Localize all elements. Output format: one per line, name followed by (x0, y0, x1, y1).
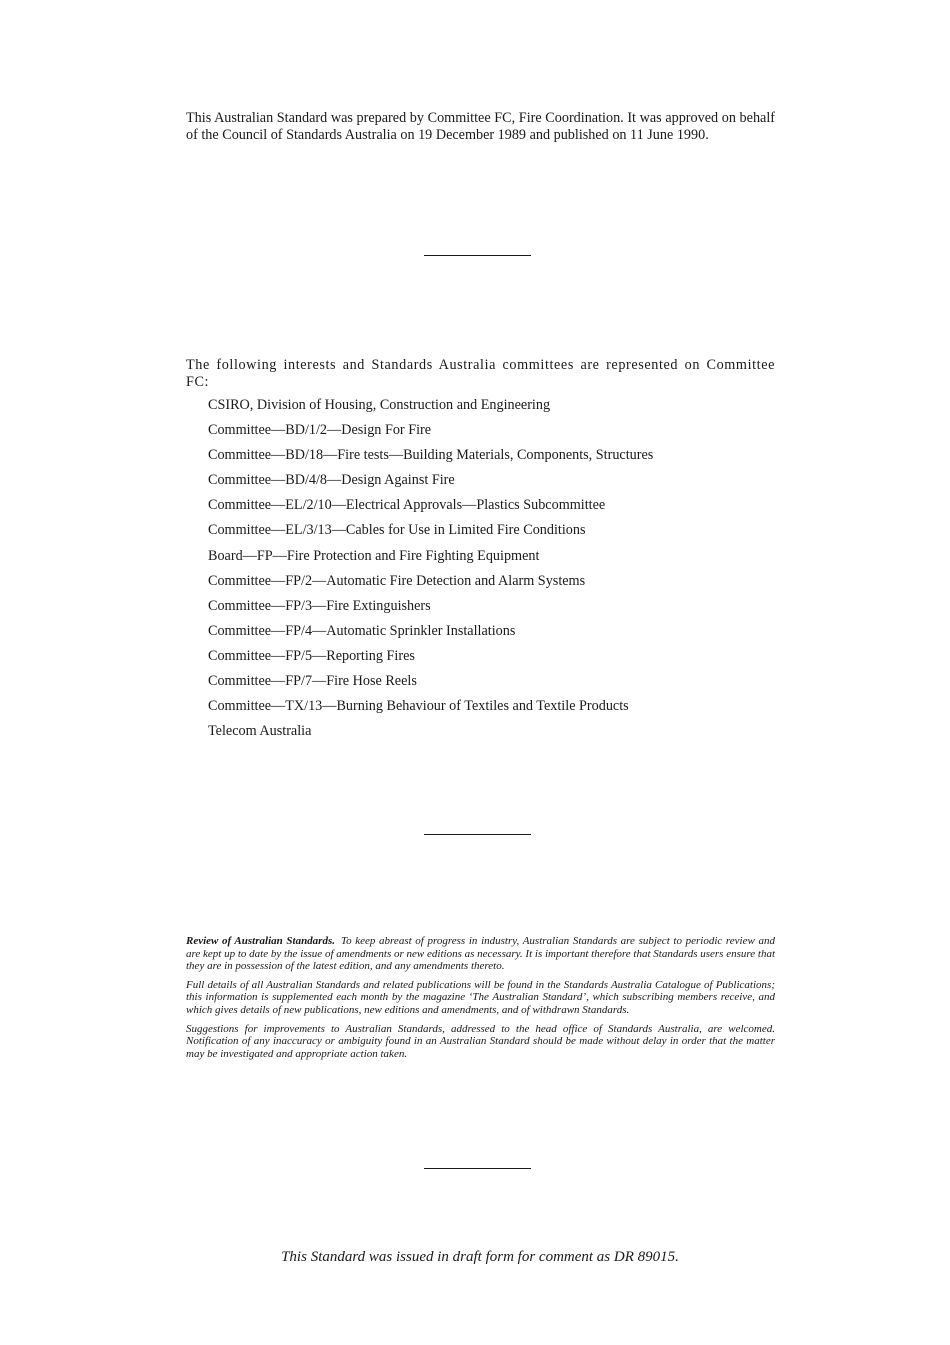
review-text: To keep abreast of progress in industry, Australian Standards are subject to periodic review and are kept up to date by the issue of amendments or new editions as necessary. It is important therefore that Standards users ensure that they are in possession of the latest edition, and any amendments thereto. (186, 935, 775, 973)
list-item: Committee—FP/2—Automatic Fire Detection and Alarm Systems (208, 572, 586, 589)
list-item: Committee—BD/1/2—Design For Fire (208, 422, 432, 439)
preparation-statement-text: This Australian Standard was prepared by Committee FC, Fire Coordination. It was approved on behalf of the Council of Standards Australia on 19 December 1989 and published on 11 June 1990. (186, 110, 775, 143)
review-notice (186, 935, 775, 1066)
list-item: Telecom Australia (208, 723, 312, 740)
committee-interests-section (186, 357, 775, 748)
divider-rule (424, 255, 531, 256)
review-paragraph (186, 935, 775, 973)
interests-heading: The following interests and Standards Australia committees are represented on Committee FC: (186, 357, 775, 390)
list-item: Committee—FP/5—Reporting Fires (208, 647, 415, 664)
list-item: Board—FP—Fire Protection and Fire Fighting Equipment (208, 547, 540, 564)
divider-rule (424, 1168, 531, 1169)
list-item: Committee—BD/18—Fire tests—Building Materials, Components, Structures (208, 447, 654, 464)
list-item: Committee—FP/7—Fire Hose Reels (208, 673, 417, 690)
preparation-statement (186, 110, 775, 144)
list-item: Committee—EL/2/10—Electrical Approvals—Plastics Subcommittee (208, 497, 606, 514)
draft-note: This Standard was issued in draft form for comment as DR 89015. (281, 1249, 679, 1265)
list-item: Committee—BD/4/8—Design Against Fire (208, 472, 455, 489)
divider-rule (424, 834, 531, 835)
catalogue-paragraph: Full details of all Australian Standards and related publications will be found in the Standards Australia Catalogue of Publications; this information is supplemented each month by the magazine ‘The Australian Standard’, which subscribing members receive, and which gives details of new publications, new editions and amendments, and of withdrawn Standards. (186, 978, 775, 1016)
list-item: Committee—EL/3/13—Cables for Use in Limited Fire Conditions (208, 522, 586, 539)
review-lead: Review of Australian Standards. (186, 935, 335, 947)
list-item: Committee—TX/13—Burning Behaviour of Textiles and Textile Products (208, 698, 629, 715)
list-item: Committee—FP/4—Automatic Sprinkler Installations (208, 622, 516, 639)
list-item: CSIRO, Division of Housing, Construction and Engineering (208, 397, 551, 413)
suggestions-paragraph: Suggestions for improvements to Australian Standards, addressed to the head office of Standards Australia, are welcomed. Notification of any inaccuracy or ambiguity found in an Australian Standard should be made without delay in order that the matter may be investigated and appropriate action taken. (186, 1022, 775, 1060)
member-list (186, 397, 775, 748)
list-item: Committee—FP/3—Fire Extinguishers (208, 597, 431, 614)
